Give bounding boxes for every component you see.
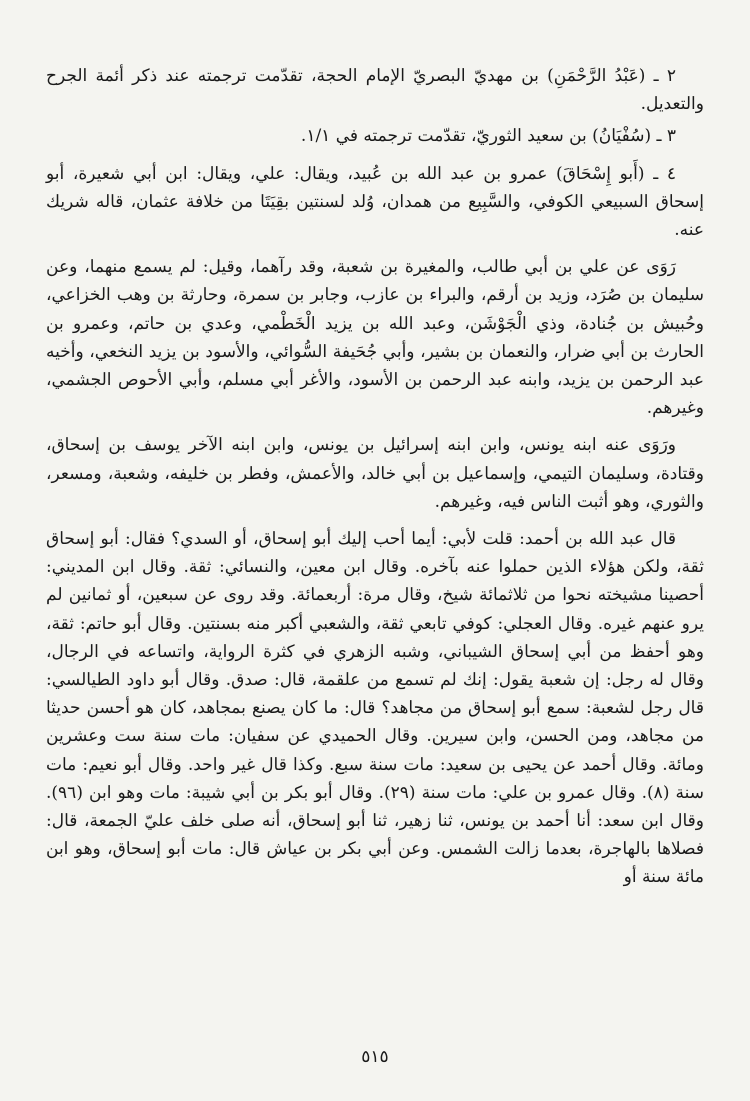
paragraph-sufyan: ٣ ـ (سُفْيَانُ) بن سعيد الثوريّ، تقدّمت ترجمته في ١/١. bbox=[300, 126, 676, 147]
paragraph-narrated-from: رَوَى عن علي بن أبي طالب، والمغيرة بن شعبة، وقد رآهما، وقيل: لم يسمع منهما، وعن سليمان بن صُرَد، وزيد بن أرقم، والبراء بن عازب، وجابر بن سمرة، وحارثة بن وهب الخزاعي، وحُبيش بن جُنادة، وذي الْجَوْشَن، وعبد الله بن يزيد الْخَطْمي، وعدي بن حاتم، وعمرو بن الحارث بن أبي ضرار، والنعمان بن بشير، وأبي جُحَيفة السُّوائي، والأسود بن يزيد النخعي، وأخيه عبد الرحمن بن يزيد، وابنه عبد الرحمن بن الأسود، والأغر أبي مسلم، وأبي الأحوص الجشمي، وغيرهم. bbox=[46, 257, 704, 419]
page-body bbox=[46, 62, 704, 892]
paragraph-abdurrahman: ٢ ـ (عَبْدُ الرَّحْمَنِ) بن مهديّ البصريّ الإمام الحجة، تقدّمت ترجمته عند ذكر أئمة الجرح والتعديل. bbox=[46, 66, 704, 115]
paragraph-abu-ishaq: ٤ ـ (أَبو إِسْحَاقَ) عمرو بن عبد الله بن عُبيد، ويقال: علي، ويقال: ابن أبي شعيرة، أبو إسحاق السبيعي الكوفي، والسَّبِيع من همدان، وُلد لسنتين بقِيَتَا من خلافة عثمان، قاله شريك عنه. bbox=[46, 163, 704, 241]
paragraph-narrators-from-him: ورَوَى عنه ابنه يونس، وابن ابنه إسرائيل بن يونس، وابن ابنه الآخر يوسف بن إسحاق، وقتادة، وسليمان التيمي، وإسماعيل بن أبي خالد، والأعمش، وفطر بن خليفه، وشعبة، ومسعر، والثوري، وهو أثبت الناس فيه، وغيرهم. bbox=[46, 435, 704, 512]
page-number: ٥١٥ bbox=[361, 1047, 389, 1067]
paragraph-scholar-opinions: قال عبد الله بن أحمد: قلت لأبي: أيما أحب إليك أبو إسحاق، أو السدي؟ فقال: أبو إسحاق ثقة، ولكن هؤلاء الذين حملوا عنه بآخره. وقال ابن معين، والنسائي: ثقة. وقال ابن المديني: أحصينا مشيخته نحوا من ثلاثمائة شيخ، وقال مرة: أربعمائة. وقد روى عن سبعين، أو ثمانين لم يرو عنهم غيره. وقال العجلي: كوفي تابعي ثقة، والشعبي أكبر منه بسنتين. وقال أبو حاتم: ثقة، وهو أحفظ من أبي إسحاق الشيباني، وشبه الزهري في كثرة الرواية، واتساعه في الرجال، وقال له رجل: إن شعبة يقول: إنك لم تسمع من علقمة، قال: صدق. وقال أبو داود الطيالسي: قال رجل لشعبة: سمع أبو إسحاق من مجاهد؟ قال: ما كان يصنع بمجاهد، كان هو أحسن حديثا من مجاهد، ومن الحسن، وابن سيرين. وقال الحميدي عن سفيان: مات سنة ست وعشرين ومائة. وقال أحمد عن يحيى بن سعيد: مات سنة سبع. وكذا قال غير واحد. وقال أبو نعيم: مات سنة (٨). وقال عمرو بن علي: مات سنة (٢٩). وقال أبو بكر بن أبي شيبة: مات وهو ابن (٩٦). وقال ابن سعد: أنا أحمد بن يونس، ثنا زهير، ثنا أبو إسحاق، أنه صلى خلف عليّ الجمعة، قال: فصلاها بالهاجرة، بعدما زالت الشمس. وعن أبي بكر بن عياش قال: مات أبو إسحاق، وهو ابن مائة سنة أو bbox=[46, 529, 705, 888]
